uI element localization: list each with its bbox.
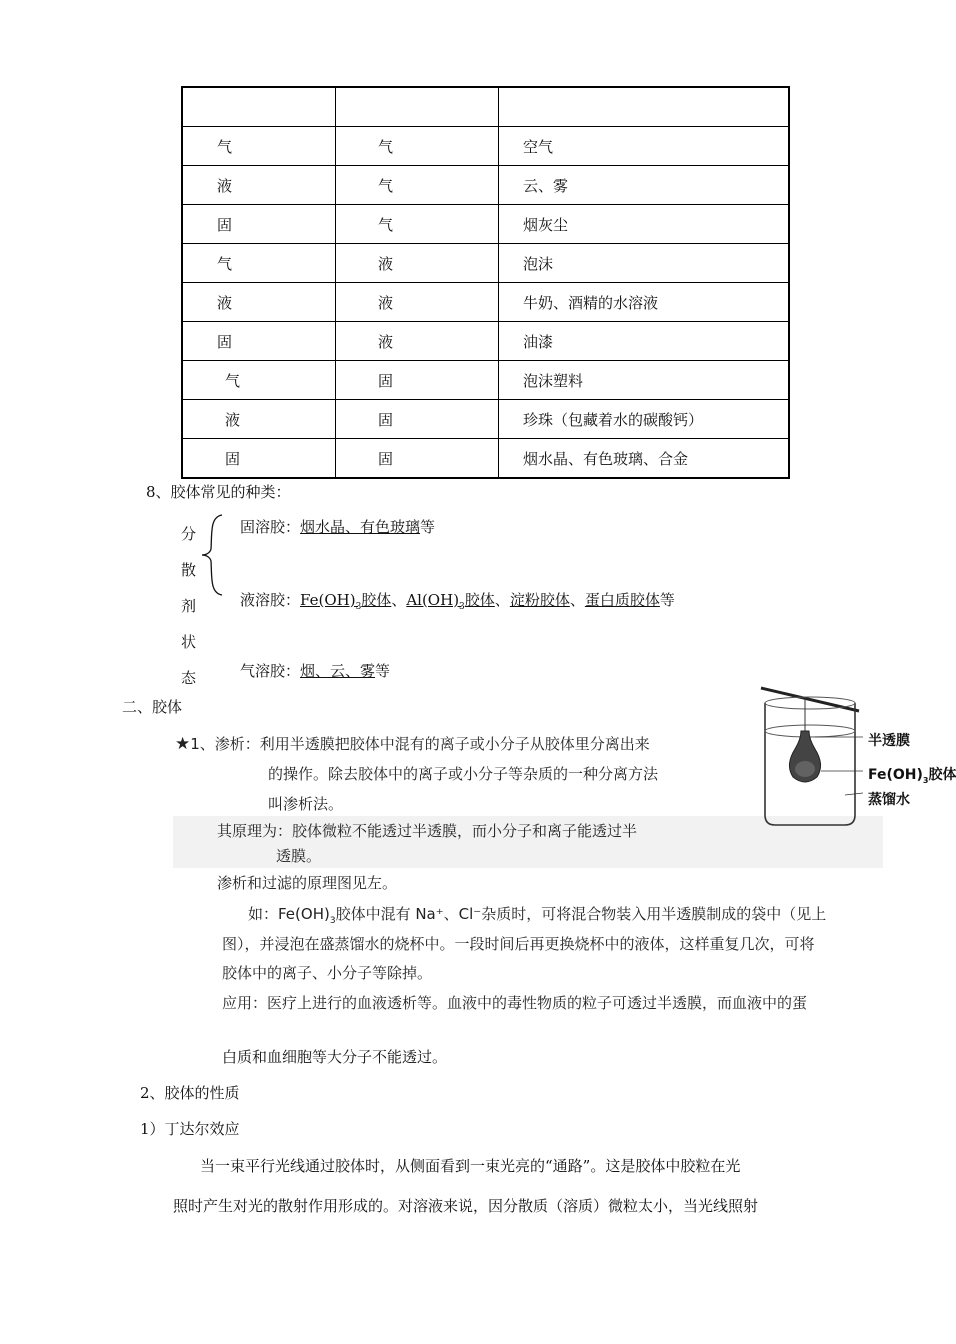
table-cell-example: 空气 [499, 127, 790, 166]
table-cell-agent: 气 [336, 205, 499, 244]
subscript: 3 [355, 602, 362, 612]
figure-note: 渗析和过滤的原理图见左。 [217, 874, 398, 892]
tyndall-paragraph-2: 照时产生对光的散射作用形成的。对溶液来说，因分散质（溶质）微粒太小，当光线照射 [173, 1197, 759, 1215]
table-cell-agent: 固 [336, 361, 499, 400]
example-line-3: 胶体中的离子、小分子等除掉。 [222, 964, 433, 982]
gas-sol-label: 气溶胶： [240, 662, 301, 680]
protein-colloid-text: 蛋白质胶体 [584, 591, 660, 609]
feoh3-text: 如：Fe(OH) [248, 905, 330, 923]
vertical-label-char: 散 [181, 561, 197, 579]
example-line-1 [248, 903, 826, 926]
aloh3-text: Al(OH) [406, 591, 460, 609]
table-row [182, 283, 789, 322]
table-cell-medium: 气 [182, 361, 336, 400]
colloid-text: 胶体 [464, 591, 495, 609]
section-2-heading: 二、胶体 [122, 698, 183, 716]
vertical-label-char: 分 [181, 525, 197, 543]
example-text: 胶体中混有 Na⁺、Cl⁻杂质时，可将混合物装入用半透膜制成的袋中（见上 [335, 905, 827, 923]
table-cell-example: 泡沫塑料 [499, 361, 790, 400]
vertical-label-char: 状 [181, 633, 197, 651]
table-row [182, 361, 789, 400]
application-line-1: 应用：医疗上进行的血液透析等。血液中的毒性物质的粒子可透过半透膜，而血液中的蛋 [222, 994, 808, 1012]
table-cell-agent: 液 [336, 283, 499, 322]
star-icon: ★ [175, 734, 191, 754]
subscript: 3 [459, 602, 465, 612]
table-cell-example: 烟灰尘 [499, 205, 790, 244]
table-cell-agent: 液 [336, 244, 499, 283]
membrane-label: 半透膜 [868, 733, 910, 749]
liquid-sol-line [240, 589, 675, 612]
colloid-text: 胶体 [928, 767, 956, 783]
solid-sol-label: 固溶胶： [240, 518, 301, 536]
solid-sol-line [240, 516, 435, 537]
feoh3-text: Fe(OH) [868, 767, 923, 783]
liquid-sol-suffix: 等 [659, 591, 675, 609]
table-cell-example: 牛奶、酒精的水溶液 [499, 283, 790, 322]
gas-sol-line [240, 660, 390, 681]
table-cell-agent: 固 [336, 439, 499, 479]
dispersion-table [181, 86, 790, 479]
table-cell-medium: 气 [182, 127, 336, 166]
table-cell-example: 泡沫 [499, 244, 790, 283]
table-header-cell [499, 87, 790, 127]
table-cell-agent: 气 [336, 166, 499, 205]
example-line-2: 图），并浸泡在盛蒸馏水的烧杯中。一段时间后再更换烧杯中的液体，这样重复几次，可将 [222, 935, 815, 953]
subscript: 3 [922, 775, 929, 785]
vertical-label [181, 516, 201, 696]
table-header-cell [182, 87, 336, 127]
table-cell-example: 云、雾 [499, 166, 790, 205]
table-row [182, 439, 789, 479]
table-row [182, 127, 789, 166]
colloid-text: 胶体 [361, 591, 392, 609]
table-cell-medium: 气 [182, 244, 336, 283]
table-row [182, 166, 789, 205]
separator: 、 [569, 591, 585, 609]
vertical-label-char: 态 [181, 669, 197, 687]
table-cell-medium: 液 [182, 166, 336, 205]
properties-heading: 2、胶体的性质 [140, 1084, 240, 1102]
table-cell-medium: 液 [182, 283, 336, 322]
dialysis-figure [755, 683, 956, 833]
starch-colloid-text: 淀粉胶体 [509, 591, 570, 609]
dialysis-definition: 1、渗析：利用半透膜把胶体中混有的离子或小分子从胶体里分离出来 [190, 735, 650, 753]
solid-sol-examples: 烟水晶、有色玻璃 [300, 518, 421, 536]
subscript: 3 [329, 916, 336, 926]
section-8-heading: 8、胶体常见的种类： [146, 483, 291, 501]
vertical-label-char: 剂 [181, 597, 197, 615]
table-cell-medium: 固 [182, 322, 336, 361]
table-cell-medium: 固 [182, 205, 336, 244]
beaker-diagram-icon [755, 683, 865, 833]
table-cell-agent: 液 [336, 322, 499, 361]
separator: 、 [494, 591, 510, 609]
table-row [182, 322, 789, 361]
gas-sol-examples: 烟、云、雾 [300, 662, 376, 680]
table-cell-medium: 液 [182, 400, 336, 439]
application-line-2: 白质和血细胞等大分子不能透过。 [222, 1048, 448, 1066]
dialysis-line-3: 叫渗析法。 [268, 795, 344, 813]
table-cell-agent: 气 [336, 127, 499, 166]
principle-line-2: 透膜。 [276, 847, 322, 865]
colloid-label [868, 764, 956, 785]
tyndall-heading: 1）丁达尔效应 [140, 1120, 240, 1138]
table-cell-agent: 固 [336, 400, 499, 439]
table-row [182, 400, 789, 439]
feoh3-text: Fe(OH) [300, 591, 356, 609]
table-row [182, 244, 789, 283]
principle-line-1: 其原理为：胶体微粒不能透过半透膜，而小分子和离子能透过半 [217, 822, 638, 840]
table-cell-example: 烟水晶、有色玻璃、合金 [499, 439, 790, 479]
table-header-cell [336, 87, 499, 127]
dialysis-line-1 [175, 733, 650, 754]
table-cell-medium: 固 [182, 439, 336, 479]
liquid-sol-label: 液溶胶： [240, 591, 301, 609]
tyndall-paragraph-1: 当一束平行光线通过胶体时，从侧面看到一束光亮的“通路”。这是胶体中胶粒在光 [200, 1157, 741, 1175]
solid-sol-suffix: 等 [420, 518, 436, 536]
separator: 、 [391, 591, 407, 609]
table-row [182, 205, 789, 244]
table-header-row [182, 87, 789, 127]
water-label: 蒸馏水 [868, 792, 910, 808]
table-cell-example: 油漆 [499, 322, 790, 361]
table-cell-example: 珍珠（包藏着水的碳酸钙） [499, 400, 790, 439]
curly-brace-icon [200, 513, 226, 597]
gas-sol-suffix: 等 [375, 662, 391, 680]
dialysis-line-2: 的操作。除去胶体中的离子或小分子等杂质的一种分离方法 [268, 765, 659, 783]
